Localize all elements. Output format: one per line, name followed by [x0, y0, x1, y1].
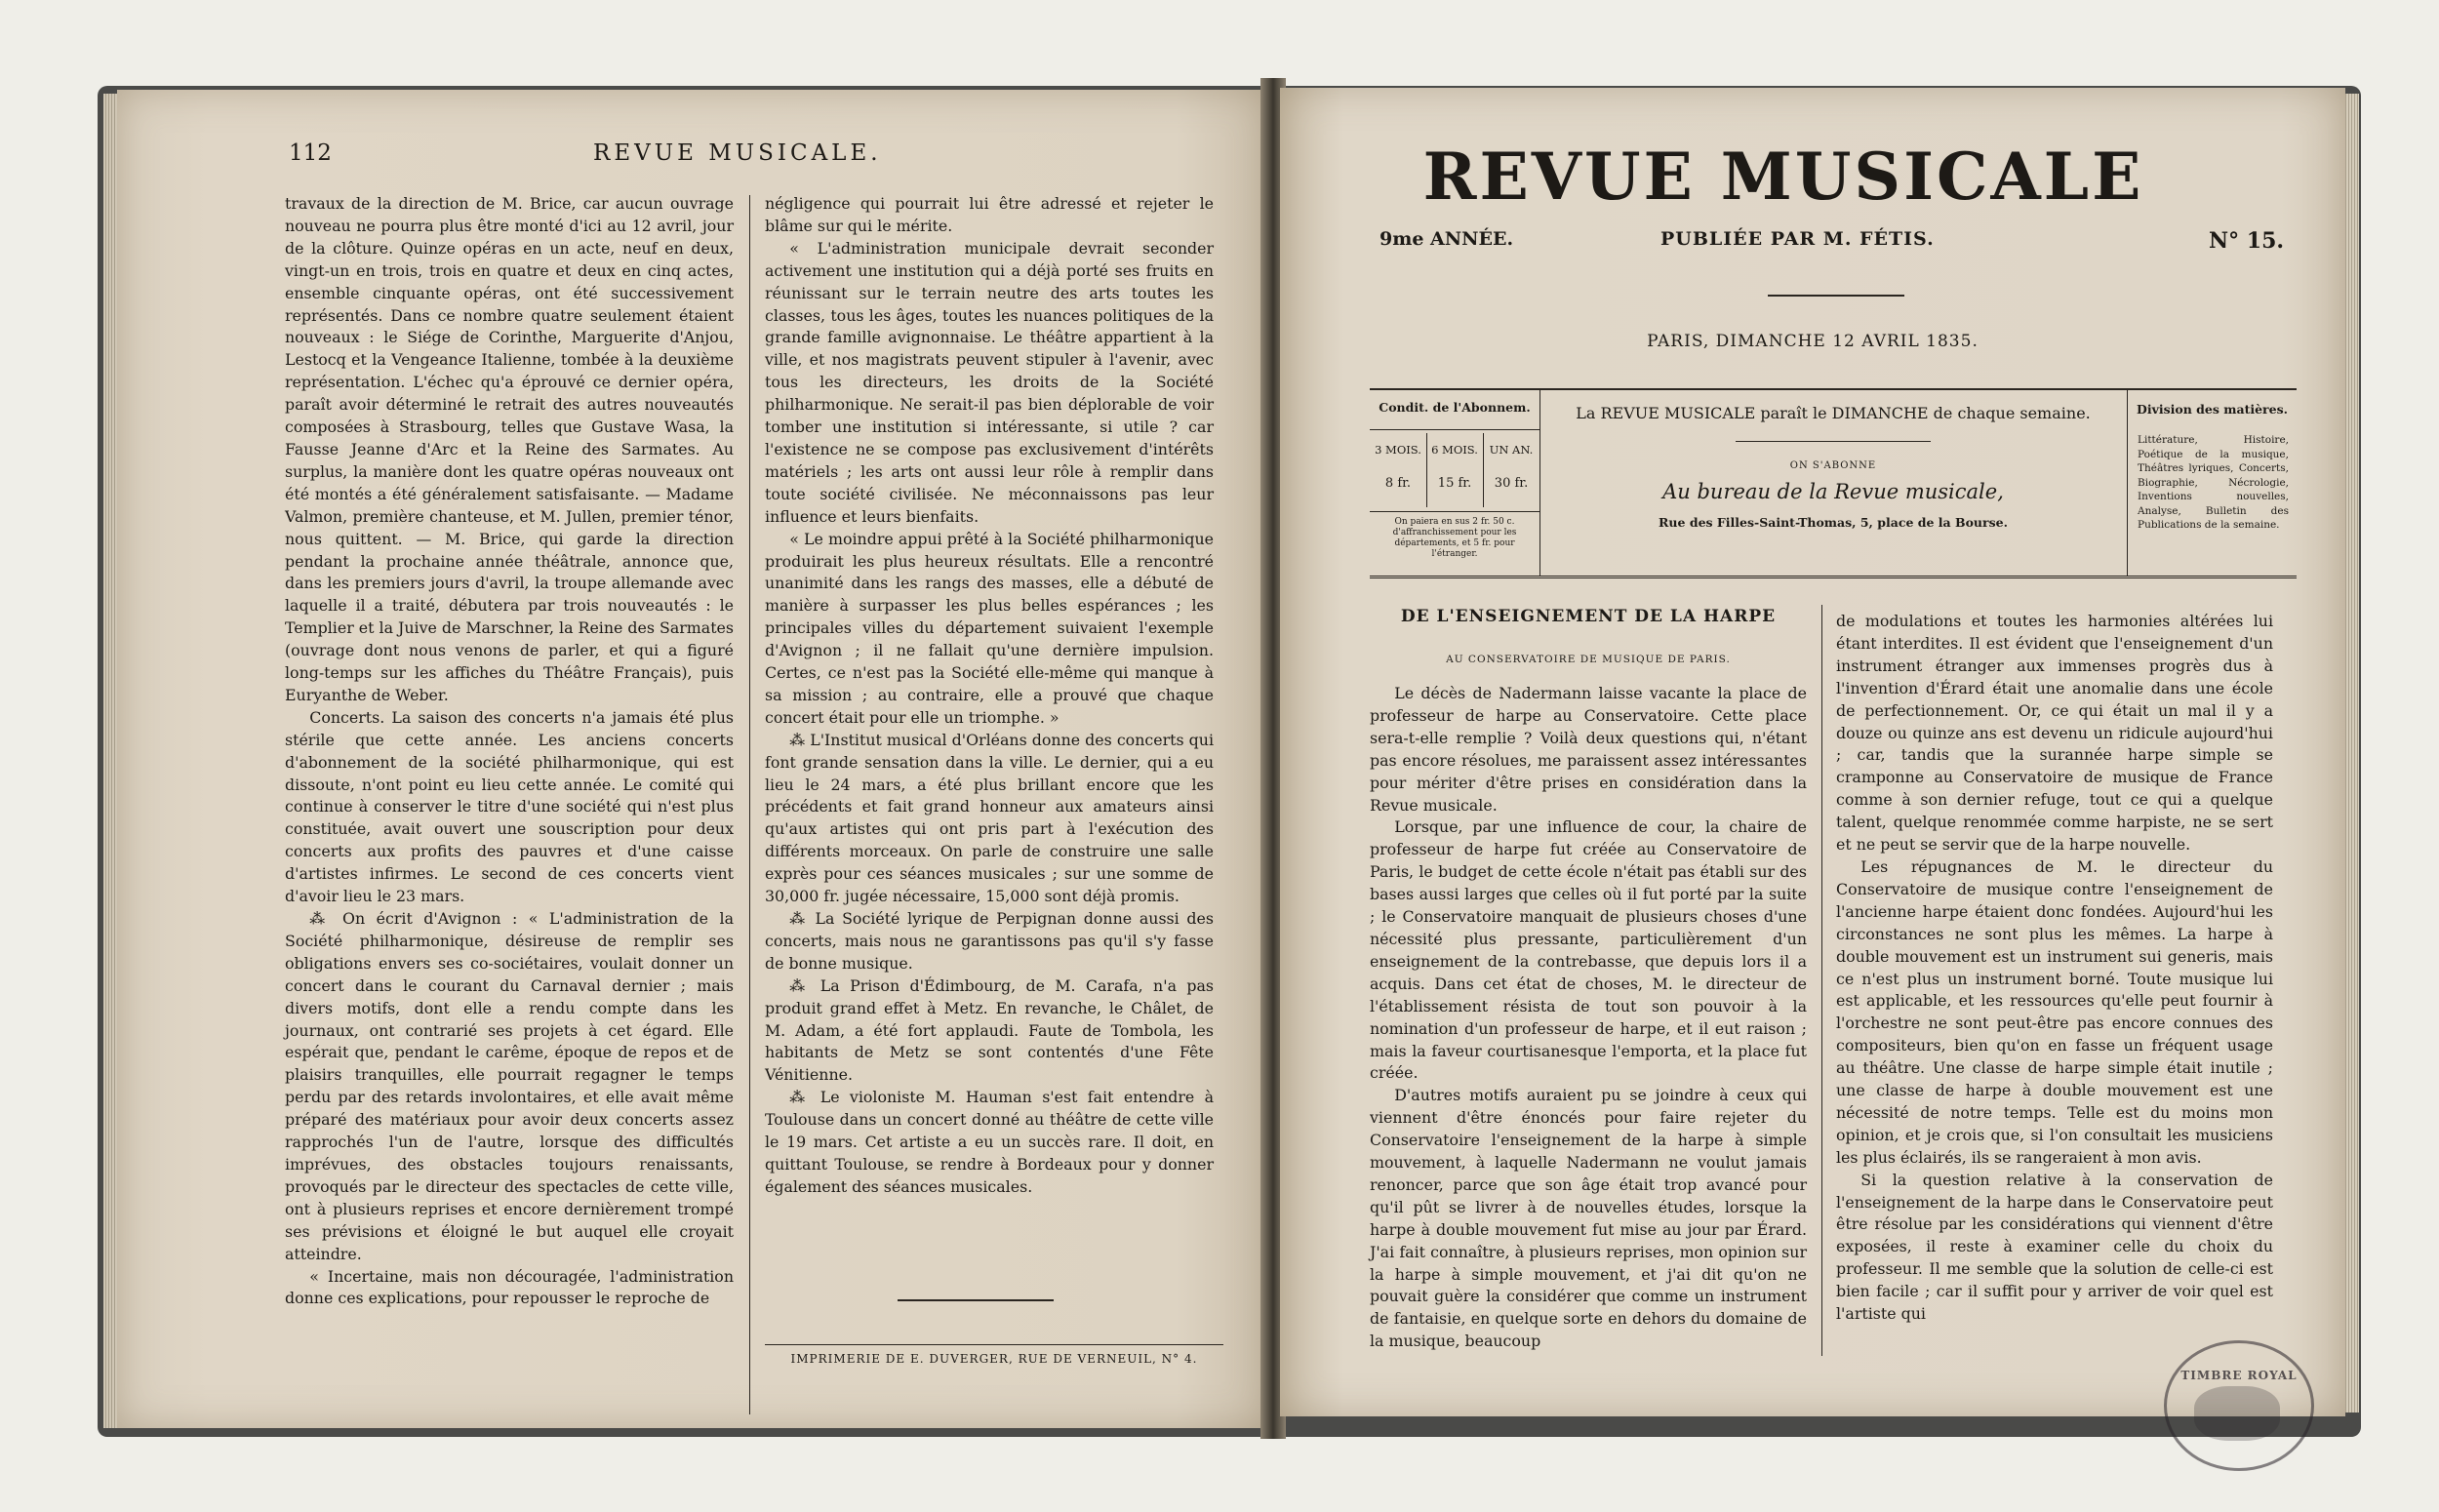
issue-date: PARIS, DIMANCHE 12 AVRIL 1835.: [1647, 332, 1979, 351]
imprint-rule: [765, 1344, 1223, 1345]
subscription-panel: [1370, 390, 1539, 576]
term-1-year: UN AN.: [1489, 443, 1534, 457]
bureau-line: Au bureau de la Revue musicale,: [1662, 480, 2004, 503]
article-column-2: [1836, 611, 2273, 1326]
price-6-months: 15 fr.: [1437, 476, 1472, 491]
paragraph: « Incertaine, mais non découragée, l'administration donne ces explications, pour repousser le reproche de: [285, 1266, 734, 1308]
title-ornament: [1768, 295, 1904, 297]
paragraph: négligence qui pourrait lui être adressé et rejeter le blâme sur qui le mérite.: [765, 194, 1214, 235]
page-number: 112: [289, 140, 332, 166]
left-column-2: [765, 193, 1214, 1199]
paragraph: travaux de la direction de M. Brice, car aucun ouvrage nouveau ne pourra plus être monté d'ici au 12 avril, jour de la clôture. Quinze opéras en un acte, neuf en deux, vingt-un en trois, trois en quatre et deux en cinq actes, ensemble cinquante opéras, ont été successivement représentés. Dans ce nombre quatre seulement étaient nouveaux : le Siége de Corinthe, Marguerite d'Anjou, Lestocq et la Vengeance Italienne, tombée à la deuxième représentation. L'échec qu'a éprouvé ce dernier opéra, paraît avoir déterminé le retrait des autres nouveautés composées à Strasbourg, telles que Gustave Wasa, la Fausse Jeanne d'Arc et la Reine des Sarmates. Au surplus, la manière dont les quatre opéras nouveaux ont été montés a été généralement satisfaisante. — Madame Valmon, première chanteuse, et M. Jullen, premier ténor, nous quittent. — M. Brice, qui garde la direction pendant la prochaine année théâtrale, annonce que, dans les premiers jours d'avril, la troupe allemande avec laquelle il a traité, débutera par trois nouveautés : le Templier et la Juive de Marschner, la Reine des Sarmates (ouvrage dont nous venons de parler, et qui a figuré long-temps sur les affiches du Théâtre Français), puis Euryanthe de Weber.: [285, 194, 734, 704]
column-rule: [1821, 605, 1822, 1356]
paragraph: Lorsque, par une influence de cour, la chaire de professeur de harpe fut créée au Conservatoire de Paris, le budget de cette école n'était pas établi sur des bases aussi larges que celles où il fut porté par la suite ; le Conservatoire manquait de plusieurs choses d'une nécessité plus pressante, particulièrement d'un enseignement de la contrebasse, que depuis lors il a acquis. Dans cet état de choses, M. le directeur de l'établissement résista de tout son pouvoir à la nomination d'un professeur de harpe, et il eut raison ; mais la faveur courtisanesque l'emporta, et la place fut créée.: [1370, 817, 1807, 1083]
paragraph: Concerts. La saison des concerts n'a jamais été plus stérile que cette année. Les anciens concerts d'abonnement de la société philharmonique, qui est dissoute, n'ont point eu lieu cette année. Le comité qui continue à conserver le titre d'une société qui n'est plus constituée, avait ouvert une souscription pour deux concerts aux profits des pauvres et d'une caisse d'artistes infirmes. Le second de ces concerts vient d'avoir lieu le 23 mars.: [285, 707, 734, 906]
price-1-year: 30 fr.: [1494, 476, 1529, 491]
address-line: Rue des Filles-Saint-Thomas, 5, place de la Bourse.: [1659, 515, 2008, 530]
paragraph: « Le moindre appui prêté à la Société philharmonique produirait les plus heureux résultats. Elle a rencontré unanimité dans les rangs des masses, elle a débuté de manière à surpasser les plus belles espérances ; les principales villes du département suivaient l'exemple d'Avignon ; il ne fallait qu'une dernière impulsion. Certes, ce n'est pas la Société elle-même qui manque à sa mission ; au contraire, elle a prouvé que chaque concert était pour elle un triomphe. »: [765, 529, 1214, 727]
imprint: IMPRIMERIE DE E. DUVERGER, RUE DE VERNEUIL, N° 4.: [790, 1352, 1198, 1366]
left-page: [117, 90, 1268, 1428]
paragraph: de modulations et toutes les harmonies altérées lui étant interdites. Il est évident que l'enseignement d'un instrument étranger aux immenses progrès dus à l'invention d'Érard était une anomalie dans une école de perfectionnement. Or, ce qui était un mal il y a douze ou quinze ans est devenu un ridicule aujourd'hui ; car, tandis que la surannée harpe simple se cramponne au Conservatoire de musique de France comme à son dernier refuge, tout ce qui a quelque talent, quelque renommée comme harpiste, ne se sert et ne peut se servir que de la harpe nouvelle.: [1836, 612, 2273, 855]
paragraph: ⁂ L'Institut musical d'Orléans donne des concerts qui font grande sensation dans la ville. Le dernier, qui a eu lieu le 24 mars, a été plus brillant encore que les précédents et fait grand honneur aux amateurs ainsi qu'aux artistes qui ont pris part à l'exécution des différents morceaux. On parle de construire une salle exprès pour ces séances musicales ; sur une somme de 30,000 fr. jugée nécessaire, 15,000 sont déjà promis.: [765, 730, 1214, 906]
publication-notice: La REVUE MUSICALE paraît le DIMANCHE de chaque semaine.: [1576, 404, 2091, 422]
paragraph: ⁂ La Société lyrique de Perpignan donne aussi des concerts, mais nous ne garantissons pas qu'il s'y fasse de bonne musique.: [765, 909, 1214, 973]
article-title: DE L'ENSEIGNEMENT DE LA HARPE: [1400, 607, 1777, 626]
article-subtitle: AU CONSERVATOIRE DE MUSIQUE DE PARIS.: [1446, 654, 1731, 665]
on-abonne: ON S'ABONNE: [1789, 460, 1877, 471]
postage-note: On paiera en sus 2 fr. 50 c. d'affranchissement pour les départements, et 5 fr. pour l'étranger.: [1392, 517, 1517, 559]
paragraph: D'autres motifs auraient pu se joindre à ceux qui viennent d'être énoncés pour faire rejeter du Conservatoire l'enseignement de la harpe à simple mouvement, à laquelle Nadermann ne voulut jamais renoncer, parce que son âge était trop avancé pour qu'il pût se livrer à de nouvelles études, lorsque la harpe à double mouvement fut mise au jour par Érard. J'ai fait connaître, à plusieurs reprises, mon opinion sur la harpe à simple mouvement, et j'ai dit qu'on ne pouvait guère la considérer que comme un instrument de fantaisie, en quelque sorte en dehors du domaine de la musique, beaucoup: [1370, 1086, 1807, 1351]
paragraph: Si la question relative à la conservation de l'enseignement de la harpe dans le Conservatoire peut être résolue par les considérations qui viennent d'être exposées, il reste à examiner celle du choix du professeur. Il me semble que la solution de celle-ci est bien facile ; car il suffit pour y arriver de voir quel est l'artiste qui: [1836, 1170, 2273, 1324]
masthead-title: REVUE MUSICALE: [1422, 139, 2144, 215]
end-rule: [898, 1299, 1054, 1301]
term-6-months: 6 MOIS.: [1431, 443, 1478, 457]
publisher-label: PUBLIÉE PAR M. FÉTIS.: [1660, 228, 1935, 250]
division-heading: Division des matières.: [2137, 402, 2288, 417]
term-3-months: 3 MOIS.: [1375, 443, 1421, 457]
running-head: REVUE MUSICALE.: [593, 140, 882, 166]
info-box: [1370, 388, 2297, 578]
paragraph: Le décès de Nadermann laisse vacante la place de professeur de harpe au Conservatoire. Cette place sera-t-elle remplie ? Voilà deux questions qui, n'étant pas encore résolues, me paraissent assez intéressantes pour mériter d'être prises en considération dans la Revue musicale.: [1370, 684, 1807, 815]
paragraph: Les répugnances de M. le directeur du Conservatoire de musique contre l'enseignement de l'ancienne harpe étaient donc fondées. Aujourd'hui les circonstances ne sont plus les mêmes. La harpe à double mouvement est un instrument sui generis, mais ce n'est plus un instrument borné. Toute musique lui est applicable, et les ressources qu'elle peut fournir à l'orchestre ne sont peut-être pas encore connues des compositeurs, bien qu'on en fasse un fréquent usage au théâtre. Une classe de harpe simple était inutile ; une classe de harpe à double mouvement est une nécessité de notre temps. Telle est du moins mon opinion, et je crois que, si l'on consultait les musiciens les plus éclairés, ils se rangeraient à mon avis.: [1836, 856, 2273, 1167]
division-text: Littérature, Histoire, Poétique de la musique, Théâtres lyriques, Concerts, Biographie, Nécrologie, Inventions nouvelles, Analyse, Bulletin des Publications de la semaine.: [2138, 434, 2289, 531]
column-rule: [749, 195, 750, 1414]
price-3-months: 8 fr.: [1384, 476, 1412, 491]
timbre-royal-stamp: TIMBRE ROYAL: [2164, 1340, 2314, 1471]
year-label: 9me ANNÉE.: [1379, 228, 1514, 250]
subscription-heading: Condit. de l'Abonnem.: [1379, 400, 1531, 415]
division-panel: [2128, 390, 2297, 576]
publication-panel: [1540, 390, 2126, 576]
page-edges-right: [2343, 94, 2359, 1413]
paragraph: ⁂ Le violoniste M. Hauman s'est fait entendre à Toulouse dans un concert donné au théâtre de cette ville le 19 mars. Cet artiste a eu un succès rare. Il doit, en quittant Toulouse, se rendre à Bordeaux pour y donner également des séances musicales.: [765, 1088, 1214, 1196]
paragraph: ⁂ La Prison d'Édimbourg, de M. Carafa, n'a pas produit grand effet à Metz. En revanche, le Châlet, de M. Adam, a été fort applaudi. Faute de Tombola, les habitants de Metz se sont contentés d'une Fête Vénitienne.: [765, 975, 1214, 1085]
paragraph: ⁂ On écrit d'Avignon : « L'administration de la Société philharmonique, désireuse de remplir ses obligations envers ses co-sociétaires, voulait donner un concert dans le courant du Carnaval dernier ; mais divers motifs, dont elle a rendu compte dans les journaux, ont contrarié ses projets à cet égard. Elle espérait que, pendant le carême, époque de repos et de plaisirs tranquilles, elle pourrait regagner le temps perdu par des retards involontaires, et elle avait même préparé des matériaux pour avoir deux concerts assez rapprochés l'un de l'autre, lorsque des difficultés imprévues, des obstacles toujours renaissants, provoqués par le directeur des spectacles de cette ville, ont à plusieurs reprises et encore dernièrement trompé ses prévisions et éloigné le but auquel elle croyait atteindre.: [285, 909, 734, 1263]
right-page: [1280, 88, 2345, 1416]
issue-number: N° 15.: [2209, 228, 2285, 254]
article-column-1: [1370, 683, 1807, 1353]
left-column-1: [285, 193, 734, 1310]
paragraph: « L'administration municipale devrait seconder activement une institution qui a déjà porté ses fruits en réunissant sur le terrain neutre des arts toutes les classes, tous les âges, toutes les nuances politiques de la grande famille avignonnaise. Le théâtre appartient à la ville, et nos magistrats peuvent stipuler à l'avenir, avec tous les directeurs, les droits de la Société philharmonique. Ne serait-il pas bien déplorable de voir tomber une institution si intéressante, si utile ? car l'existence ne se compose pas exclusivement d'intérêts matériels ; les arts ont aussi leur rôle à remplir dans toute société civilisée. Ne méconnaissons pas leur influence et leurs bienfaits.: [765, 238, 1214, 526]
